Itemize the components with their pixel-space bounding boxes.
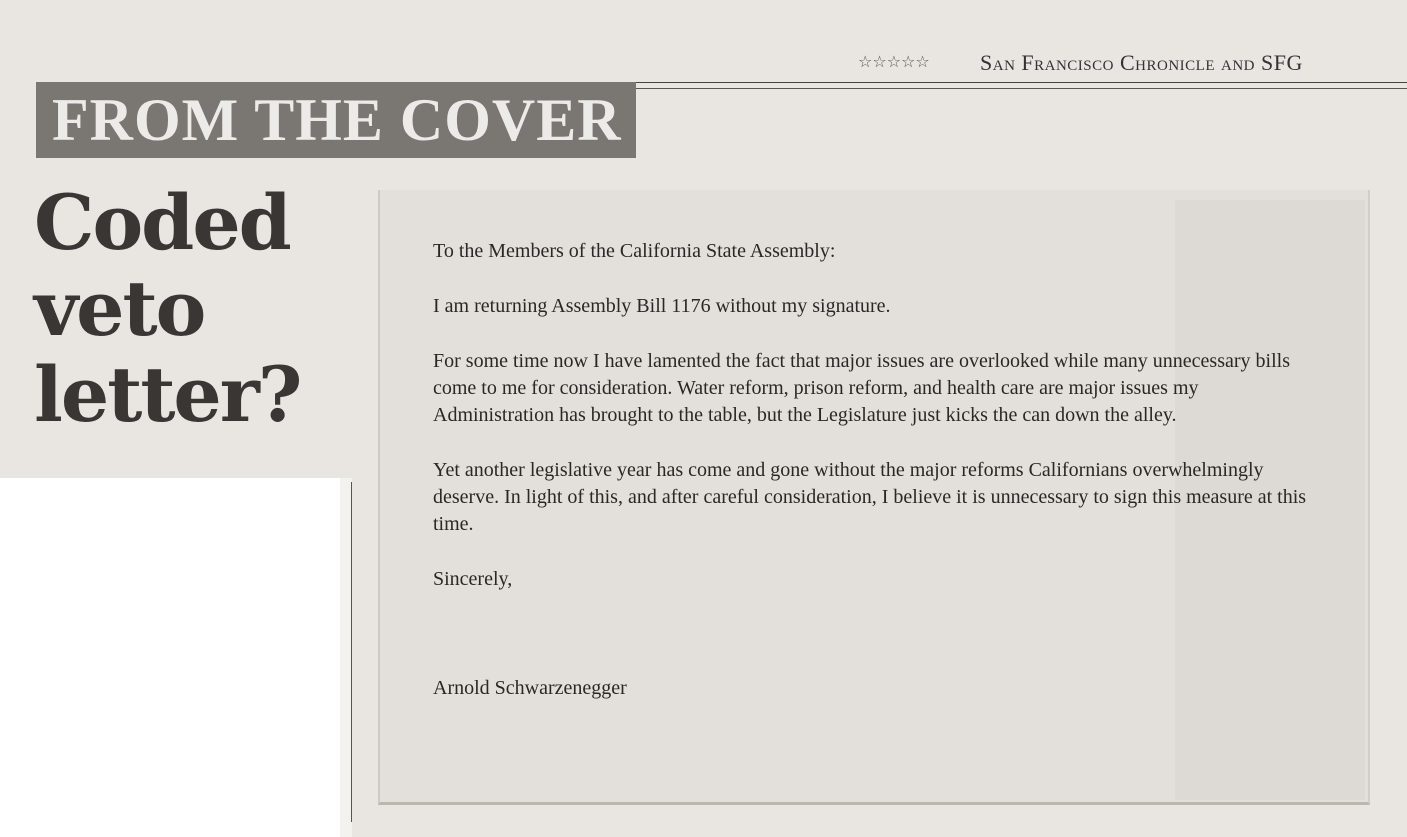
masthead-rule-lower xyxy=(636,88,1407,89)
veto-letter xyxy=(433,238,1313,702)
letter-paragraph: For some time now I have lamented the fact that major issues are overlooked while many unnecessary bills come to me for consideration. Water reform, prison reform, and health care are major issues my Administration has brought to the table, but the Legislature just kicks the can down the alley. xyxy=(433,350,1290,426)
headline-line: veto xyxy=(34,264,205,353)
headline-line: letter? xyxy=(34,350,301,439)
letter-salutation: To the Members of the California State Assembly: xyxy=(433,240,836,262)
letter-closing: Sincerely, xyxy=(433,568,513,590)
edition-stars: ☆☆☆☆☆ xyxy=(858,52,930,71)
headline-line: Coded xyxy=(34,178,290,267)
letter-signature: Arnold Schwarzenegger xyxy=(433,677,627,699)
column-rule xyxy=(351,482,352,822)
letter-paragraph: I am returning Assembly Bill 1176 without my signature. xyxy=(433,295,891,317)
letter-paragraph: Yet another legislative year has come and gone without the major reforms Californians overwhelmingly deserve. In light of this, and after careful consideration, I believe it is unnecessary to sign this measure at this time. xyxy=(433,459,1307,535)
headline xyxy=(34,180,354,438)
clipping-cutout xyxy=(0,478,340,837)
section-kicker: FROM THE COVER xyxy=(52,87,622,153)
publication-name: San Francisco Chronicle and SFG xyxy=(980,50,1303,75)
